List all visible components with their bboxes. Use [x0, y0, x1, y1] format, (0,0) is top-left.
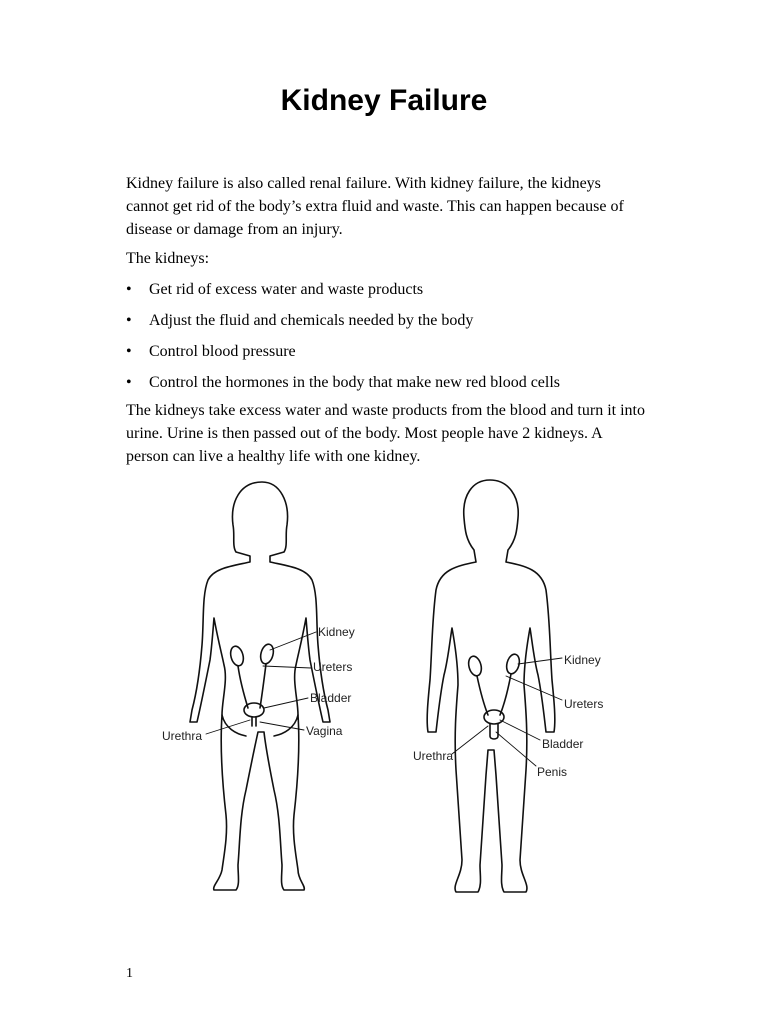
- male-urinary-organs: [467, 653, 522, 739]
- list-item: • Get rid of excess water and waste products: [126, 278, 686, 309]
- page-number: 1: [126, 966, 133, 981]
- page-title: Kidney Failure: [280, 84, 488, 117]
- kidney-functions-list: [126, 278, 686, 402]
- urinary-system-diagram: [0, 470, 768, 910]
- male-bladder-label: Bladder: [542, 737, 584, 751]
- bullet-icon: •: [126, 343, 132, 360]
- female-kidney-label: Kidney: [318, 625, 355, 639]
- male-ureters-label: Ureters: [564, 697, 604, 711]
- list-item: • Adjust the fluid and chemicals needed by the body: [126, 309, 686, 340]
- female-bladder-label: Bladder: [310, 691, 352, 705]
- bullet-icon: •: [126, 312, 132, 329]
- male-kidney-label: Kidney: [564, 653, 601, 667]
- female-ureters-label: Ureters: [313, 660, 353, 674]
- male-body-outline: [427, 480, 555, 892]
- male-penis-label: Penis: [537, 765, 568, 779]
- female-body-outline: [190, 482, 330, 890]
- bullet-icon: •: [126, 281, 132, 298]
- list-item: • Control the hormones in the body that make new red blood cells: [126, 371, 686, 402]
- male-urethra-label: Urethra: [413, 749, 454, 763]
- closing-paragraph: The kidneys take excess water and waste products from the blood and turn it into urine. Urine is then passed out of the body. Most people have 2 kidneys. A person can live a healthy life with one kidney.: [126, 402, 645, 465]
- intro-paragraph: Kidney failure is also called renal failure. With kidney failure, the kidneys cannot get rid of the body’s extra fluid and waste. This can happen because of disease or damage from an injury.: [126, 175, 624, 238]
- female-urinary-organs: [229, 643, 276, 726]
- kidneys-heading: The kidneys:: [126, 250, 210, 267]
- female-vagina-label: Vagina: [306, 724, 343, 738]
- bullet-icon: •: [126, 374, 132, 391]
- list-item: • Control blood pressure: [126, 340, 686, 371]
- female-urethra-label: Urethra: [162, 729, 203, 743]
